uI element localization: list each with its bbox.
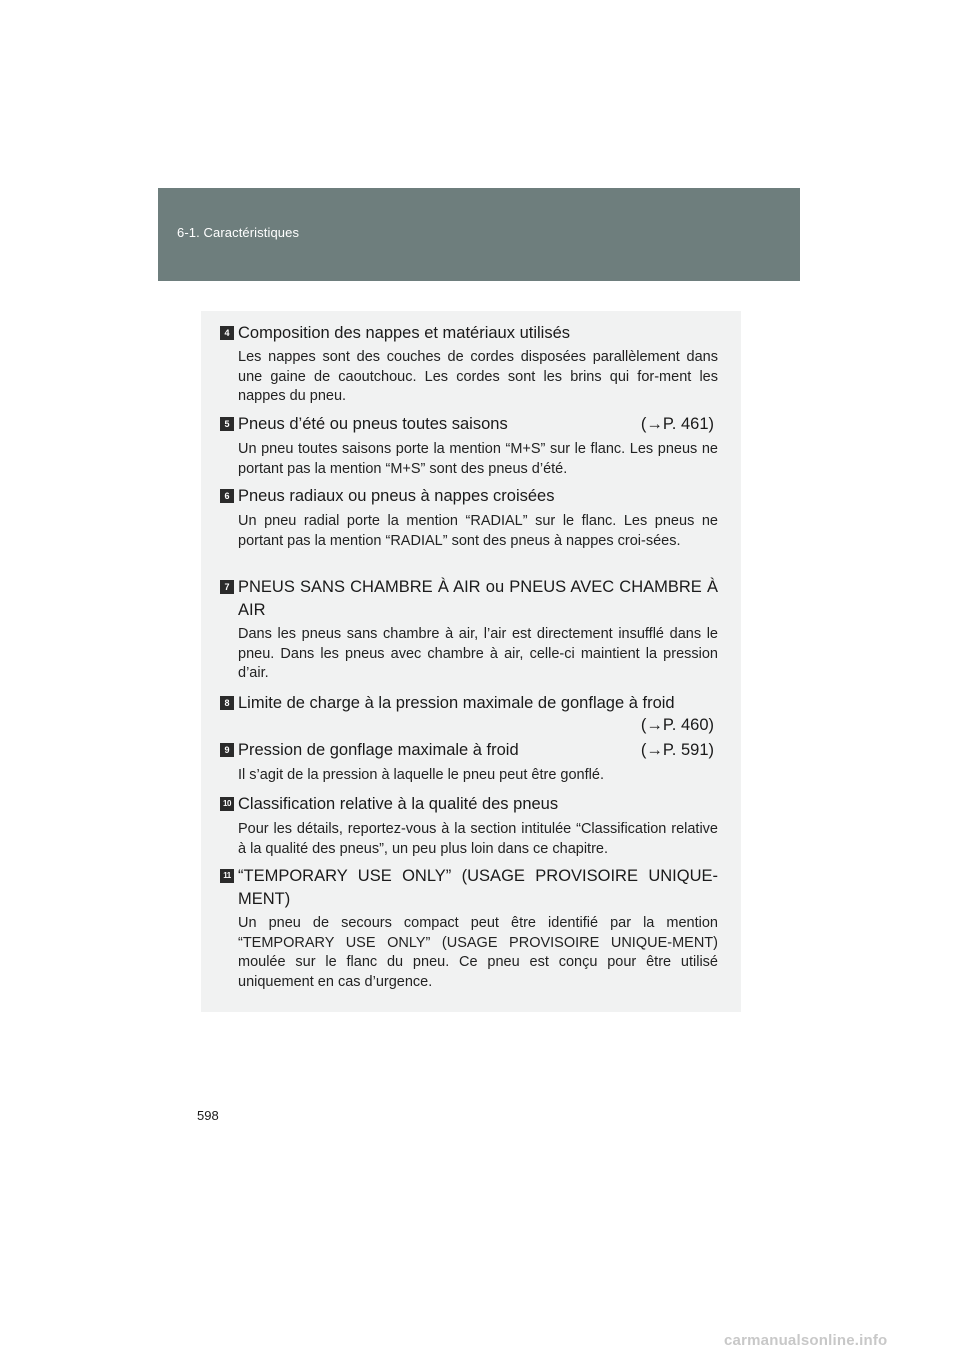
item-description: Un pneu radial porte la mention “RADIAL” sur le flanc. Les pneus ne portant pas la mention “RADIAL” sont des pneus à nappes croi-sées. bbox=[238, 513, 718, 549]
page-reference-link[interactable]: (→P. 461) bbox=[640, 415, 714, 433]
item-description: Pour les détails, reportez-vous à la section intitulée “Classification relative à la qualité des pneus”, un peu plus loin dans ce chapitre. bbox=[238, 821, 718, 857]
item-number-badge: 8 bbox=[220, 696, 234, 710]
item-description: Un pneu de secours compact peut être identifié par la mention “TEMPORARY USE ONLY” (USAGE PROVISOIRE UNIQUE-MENT) moulée sur le flanc du pneu. Ce pneu est conçu pour être utilisé uniquement en cas d’urgence. bbox=[238, 915, 718, 990]
item-heading: Pneus d’été ou pneus toutes saisons bbox=[238, 415, 508, 433]
page-reference-link[interactable]: (→P. 460) bbox=[640, 716, 714, 734]
item-heading: Pneus radiaux ou pneus à nappes croisées bbox=[238, 487, 555, 505]
item-number-badge: 6 bbox=[220, 489, 234, 503]
item-heading: Composition des nappes et matériaux utilisés bbox=[238, 324, 571, 342]
item-number-badge: 9 bbox=[220, 743, 234, 757]
item-description: Les nappes sont des couches de cordes disposées parallèlement dans une gaine de caoutchouc. Les cordes sont les brins qui for-ment les nappes du pneu. bbox=[238, 349, 718, 404]
page-reference-link[interactable]: (→P. 591) bbox=[640, 741, 714, 759]
chapter-header-band bbox=[158, 188, 800, 281]
item-heading: “TEMPORARY USE ONLY” (USAGE PROVISOIRE UNIQUE-MENT) bbox=[238, 867, 718, 908]
item-heading: PNEUS SANS CHAMBRE À AIR ou PNEUS AVEC CHAMBRE À AIR bbox=[238, 578, 718, 619]
item-number-badge: 5 bbox=[220, 417, 234, 431]
item-description: Dans les pneus sans chambre à air, l’air est directement insufflé dans le pneu. Dans les pneus avec chambre à air, celle-ci maintient la pression d’air. bbox=[238, 626, 718, 681]
tire-markings-panel bbox=[201, 311, 741, 1012]
item-number-badge: 4 bbox=[220, 326, 234, 340]
section-label: 6-1. Caractéristiques bbox=[177, 225, 300, 240]
item-heading: Classification relative à la qualité des pneus bbox=[238, 795, 559, 813]
item-number-badge: 7 bbox=[220, 580, 234, 594]
watermark-text: carmanualsonline.info bbox=[724, 1332, 888, 1349]
item-description: Un pneu toutes saisons porte la mention “M+S” sur le flanc. Les pneus ne portant pas la mention “M+S” sont des pneus d’été. bbox=[238, 441, 718, 477]
item-number-badge: 11 bbox=[220, 869, 234, 883]
item-heading: Pression de gonflage maximale à froid bbox=[238, 741, 519, 759]
item-description: Il s’agit de la pression à laquelle le pneu peut être gonflé. bbox=[238, 767, 604, 783]
item-number-badge: 10 bbox=[220, 797, 234, 811]
item-heading: Limite de charge à la pression maximale de gonflage à froid bbox=[238, 694, 675, 712]
page-number: 598 bbox=[197, 1108, 219, 1123]
